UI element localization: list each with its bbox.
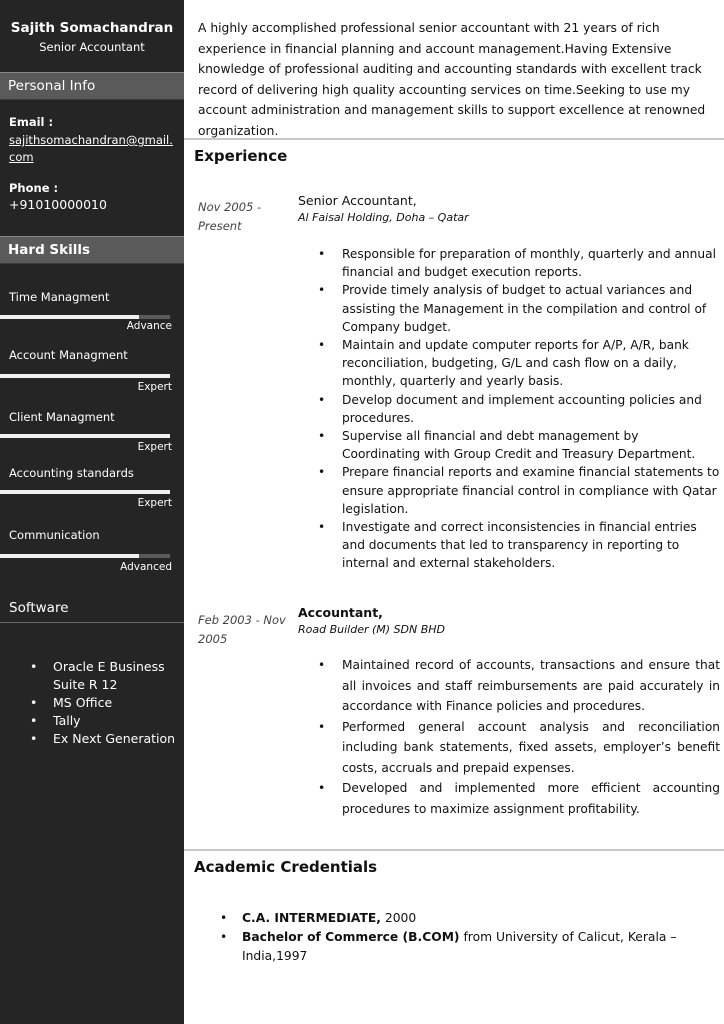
- job-duties: [318, 655, 720, 819]
- list-item: [220, 928, 720, 966]
- academic-heading: Academic Credentials: [194, 858, 378, 876]
- credential-detail: 2000: [380, 911, 417, 925]
- hard-skills-heading: Hard Skills: [0, 236, 184, 264]
- list-item: • Tally: [30, 712, 180, 730]
- skill-level: Advanced: [120, 561, 172, 573]
- list-item: • Prepare financial reports and examine financial statements to ensure appropriate financial control in compliance with Qatar legislation.: [318, 463, 720, 518]
- job-company: Al Faisal Holding, Doha – Qatar: [298, 211, 469, 224]
- job-role: Senior Accountant,: [298, 193, 417, 208]
- skill-level: Expert: [137, 441, 172, 453]
- job-date: Nov 2005 - Present: [198, 200, 262, 233]
- job-duties: [318, 245, 720, 573]
- job-role: Accountant,: [298, 605, 383, 620]
- skill-bar-fill: [0, 490, 170, 494]
- skill-level: Expert: [137, 497, 172, 509]
- personal-info-heading: Personal Info: [0, 72, 184, 100]
- skill-bar-fill: [0, 374, 170, 378]
- skill-bar-fill: [0, 554, 139, 558]
- skill-bar-fill: [0, 434, 170, 438]
- skill-level: Expert: [137, 381, 172, 393]
- skill-bar: [0, 315, 170, 319]
- skill-bar-fill: [0, 315, 139, 319]
- credential-name: C.A. INTERMEDIATE,: [242, 911, 381, 925]
- skill-name: Time Managment: [9, 290, 110, 304]
- divider: [184, 138, 724, 140]
- summary-paragraph: A highly accomplished professional senior accountant with 21 years of rich experience in financial planning and account management.Having Extensive knowledge of professional auditing and accounting standards with excellent track record of delivering high quality accounting services on time.Seeking to use my account administration and management skills to support excellence at renowned organization.: [198, 21, 706, 138]
- skill-name: Account Managment: [9, 348, 128, 362]
- software-heading: Software: [9, 600, 69, 616]
- skill-bar: [0, 554, 170, 558]
- credential-name: Bachelor of Commerce (B.COM): [242, 930, 460, 944]
- divider: [0, 622, 184, 623]
- skill-name: Communication: [9, 528, 100, 542]
- list-item: • Ex Next Generation: [30, 730, 180, 748]
- phone-label: Phone :: [9, 181, 59, 195]
- skill-level: Advance: [126, 320, 172, 332]
- list-item: • Developed and implemented more efficient accounting procedures to maximize assignment profitability.: [318, 778, 720, 819]
- divider: [184, 849, 724, 851]
- list-item: • Maintain and update computer reports for A/P, A/R, bank reconciliation, budgeting, G/L and cash flow on a daily, monthly, quarterly and yearly basis.: [318, 336, 720, 391]
- skill-bar: [0, 490, 170, 494]
- phone-value: +91010000010: [9, 197, 107, 212]
- sidebar: [0, 0, 184, 1024]
- list-item: • Maintained record of accounts, transactions and ensure that all invoices and staff reimbursements are paid accurately in accordance with Finance policies and procedures.: [318, 655, 720, 717]
- list-item: • Oracle E Business Suite R 12: [30, 658, 180, 694]
- list-item: • Investigate and correct inconsistencies in financial entries and documents that led to transparency in reporting to internal and external stakeholders.: [318, 518, 720, 573]
- list-item: • Responsible for preparation of monthly, quarterly and annual financial and budget execution reports.: [318, 245, 720, 281]
- skill-name: Client Managment: [9, 410, 115, 424]
- email-label: Email :: [9, 115, 54, 129]
- list-item: • MS Office: [30, 694, 180, 712]
- candidate-name: Sajith Somachandran: [10, 20, 174, 36]
- credential-detail: from University of Calicut, Kerala – India,1997: [242, 930, 677, 963]
- skill-bar: [0, 434, 170, 438]
- software-list: [30, 658, 180, 748]
- main-content: [184, 0, 724, 1024]
- list-item: • Supervise all financial and debt management by Coordinating with Group Credit and Treasury Department.: [318, 427, 720, 463]
- list-item: • Provide timely analysis of budget to actual variances and assisting the Management in the compilation and control of Company budget.: [318, 281, 720, 336]
- list-item: [220, 909, 720, 928]
- skill-bar: [0, 374, 170, 378]
- list-item: • Performed general account analysis and reconciliation including bank statements, fixed assets, employer’s benefit costs, accruals and prepaid expenses.: [318, 717, 720, 779]
- list-item: • Develop document and implement accounting policies and procedures.: [318, 391, 720, 427]
- skill-name: Accounting standards: [9, 466, 134, 480]
- academic-list: [220, 909, 720, 966]
- email-link[interactable]: sajithsomachandran@gmail.com: [9, 133, 173, 164]
- job-company: Road Builder (M) SDN BHD: [298, 623, 446, 636]
- job-date: Feb 2003 - Nov 2005: [198, 613, 286, 646]
- experience-heading: Experience: [194, 147, 288, 165]
- candidate-title: Senior Accountant: [39, 40, 145, 54]
